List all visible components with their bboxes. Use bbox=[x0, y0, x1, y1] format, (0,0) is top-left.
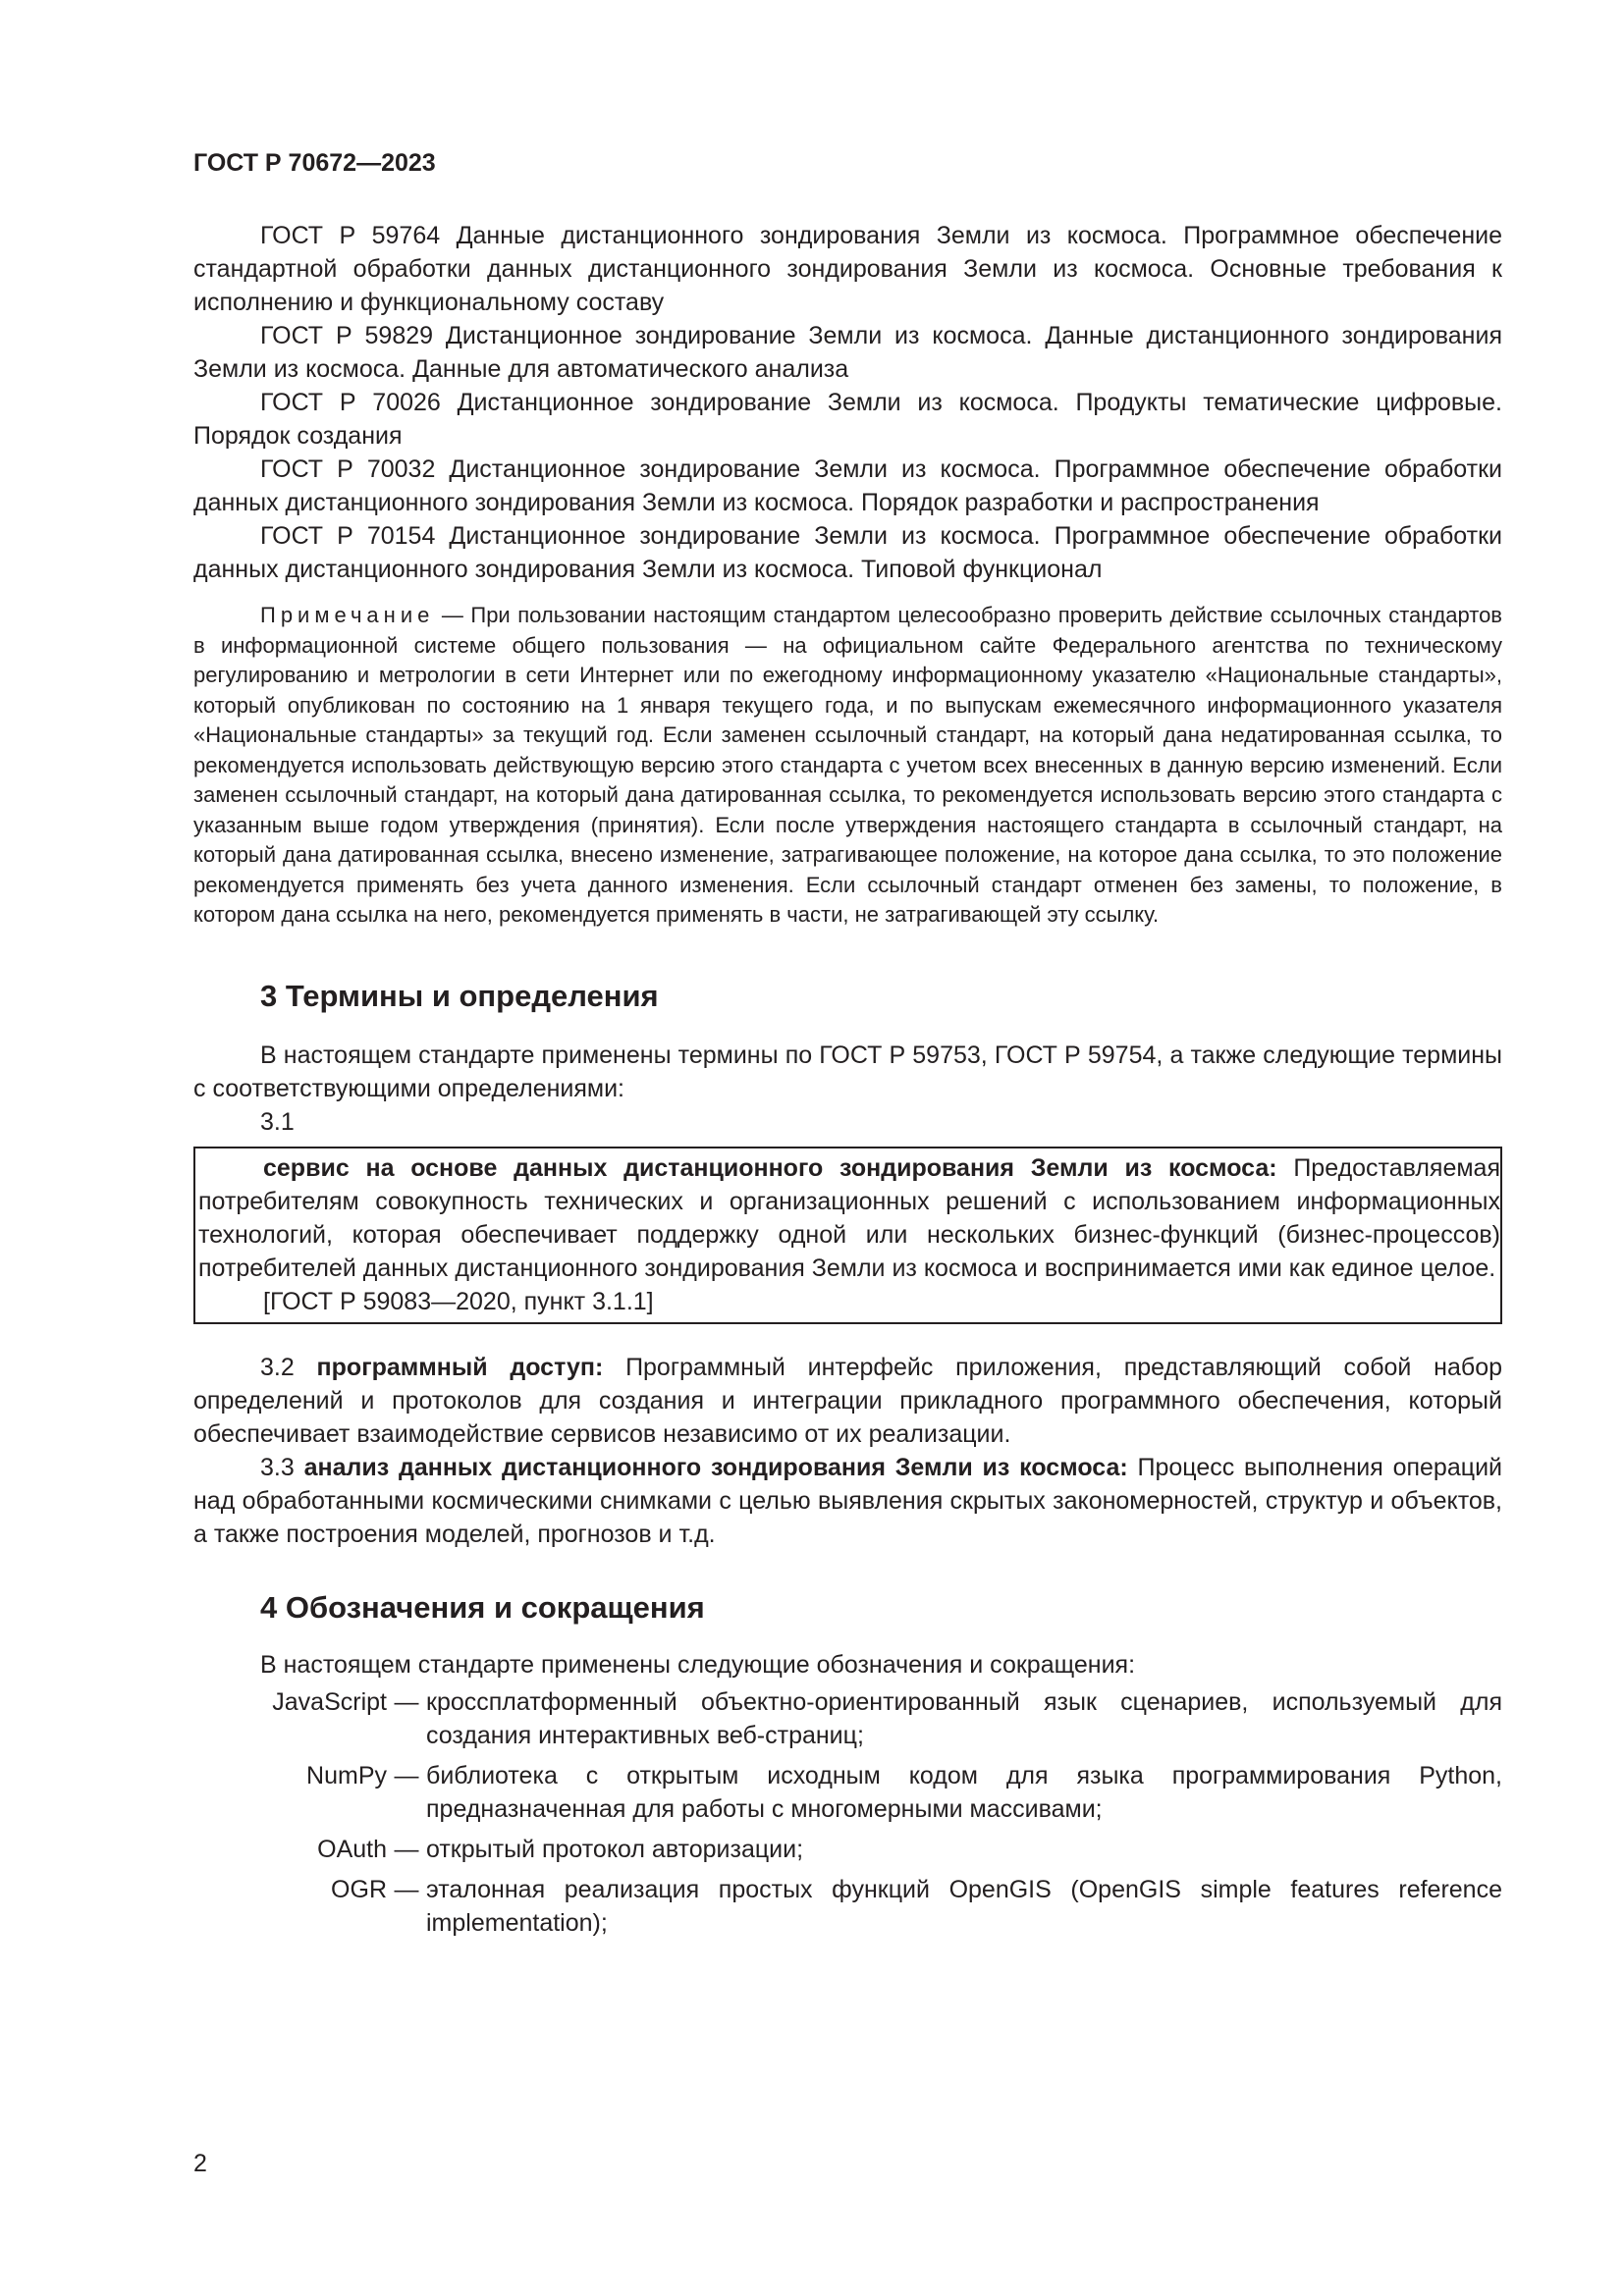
reference-item: ГОСТ Р 59764 Данные дистанционного зондирования Земли из космоса. Программное обеспечение стандартной обработки данных дистанционного зондирования Земли из космоса. Основные требования к исполнению и функциональному составу bbox=[193, 222, 1502, 316]
term-3-1-term: сервис на основе данных дистанционного зондирования Земли из космоса: bbox=[263, 1153, 1277, 1182]
abbreviation-definition: открытый протокол авторизации; bbox=[426, 1835, 804, 1863]
abbreviation-item bbox=[193, 1685, 1502, 1752]
term-3-3-definition: Процесс выполнения операций над обработанными космическими снимками с целью выявления скрытых закономерностей, структур и объектов, а также построения моделей, прогнозов и т.д. bbox=[193, 1453, 1502, 1548]
section-3-intro: В настоящем стандарте применены термины по ГОСТ Р 59753, ГОСТ Р 59754, а также следующие термины с соответствующими определениями: bbox=[193, 1041, 1502, 1102]
reference-item: ГОСТ Р 70032 Дистанционное зондирование Земли из космоса. Программное обеспечение обработки данных дистанционного зондирования Земли из космоса. Порядок разработки и распространения bbox=[193, 455, 1502, 516]
abbreviation-definition: библиотека с открытым исходным кодом для языка программирования Python, предназначенная для работы с многомерными массивами; bbox=[426, 1761, 1502, 1823]
references-list bbox=[193, 219, 1502, 586]
note-paragraph bbox=[193, 601, 1502, 931]
term-3-3-paragraph bbox=[193, 1451, 1502, 1551]
page-number: 2 bbox=[193, 2150, 207, 2177]
abbreviation-item bbox=[193, 1873, 1502, 1940]
abbreviation-definition: эталонная реализация простых функций OpenGIS (OpenGIS simple features reference implementation); bbox=[426, 1875, 1502, 1937]
reference-item: ГОСТ Р 59829 Дистанционное зондирование Земли из космоса. Данные дистанционного зондирования Земли из космоса. Данные для автоматического анализа bbox=[193, 322, 1502, 383]
term-3-1-box bbox=[193, 1147, 1502, 1324]
term-3-1-definition: Предоставляемая потребителям совокупность технических и организационных решений с использованием информационных технологий, которая обеспечивает поддержку одной или нескольких бизнес-функций (бизнес-процессов) потребителей данных дистанционного зондирования Земли из космоса и воспринимается ими как единое целое. bbox=[198, 1153, 1500, 1282]
term-3-2-paragraph bbox=[193, 1351, 1502, 1451]
term-3-3-number: 3.3 bbox=[260, 1453, 304, 1481]
page-header: ГОСТ Р 70672—2023 bbox=[193, 149, 436, 177]
reference-item: ГОСТ Р 70154 Дистанционное зондирование Земли из космоса. Программное обеспечение обработки данных дистанционного зондирования Земли из космоса. Типовой функционал bbox=[193, 522, 1502, 583]
note-label: Примечание bbox=[260, 603, 435, 627]
abbreviation-dash: — bbox=[394, 1875, 419, 1903]
term-3-2-term: программный доступ: bbox=[316, 1353, 604, 1381]
abbreviation-dash: — bbox=[394, 1761, 419, 1789]
abbreviations-list bbox=[193, 1685, 1502, 1940]
abbreviation-term: OGR bbox=[331, 1875, 387, 1903]
term-3-3-term: анализ данных дистанционного зондирования Земли из космоса: bbox=[303, 1453, 1128, 1481]
note-text: — При пользовании настоящим стандартом целесообразно проверить действие ссылочных стандартов в информационной системе общего пользования — на официальном сайте Федерального агентства по техническому регулированию и метрологии в сети Интернет или по ежегодному информационному указателю «Национальные стандарты», который опубликован по состоянию на 1 января текущего года, и по выпускам ежемесячного информационного указателя «Национальные стандарты» за текущий год. Если заменен ссылочный стандарт, на который дана недатированная ссылка, то рекомендуется использовать действующую версию этого стандарта с учетом всех внесенных в данную версию изменений. Если заменен ссылочный стандарт, на который дана датированная ссылка, то рекомендуется использовать версию этого стандарта с указанным выше годом утверждения (принятия). Если после утверждения настоящего стандарта в ссылочный стандарт, на который дана датированная ссылка, внесено изменение, затрагивающее положение, на которое дана ссылка, то это положение рекомендуется применять без учета данного изменения. Если ссылочный стандарт отменен без замены, то положение, в котором дана ссылка на него, рекомендуется применять в части, не затрагивающей эту ссылку. bbox=[193, 603, 1502, 927]
abbreviation-item bbox=[193, 1833, 1502, 1866]
term-3-2-definition: Программный интерфейс приложения, представляющий собой набор определений и протоколов для создания и интеграции прикладного программного обеспечения, который обеспечивает взаимодействие сервисов независимо от их реализации. bbox=[193, 1353, 1502, 1448]
section-3-heading: 3 Термины и определения bbox=[260, 978, 659, 1013]
term-3-1-source: [ГОСТ Р 59083—2020, пункт 3.1.1] bbox=[263, 1287, 654, 1315]
abbreviation-definition: кроссплатформенный объектно-ориентированный язык сценариев, используемый для создания интерактивных веб-страниц; bbox=[426, 1687, 1502, 1749]
section-4-heading: 4 Обозначения и сокращения bbox=[260, 1589, 705, 1625]
term-3-1-number: 3.1 bbox=[260, 1107, 295, 1136]
abbreviation-term: JavaScript bbox=[272, 1687, 387, 1716]
abbreviation-item bbox=[193, 1759, 1502, 1826]
reference-item: ГОСТ Р 70026 Дистанционное зондирование Земли из космоса. Продукты тематические цифровые. Порядок создания bbox=[193, 389, 1502, 450]
term-3-1-paragraph bbox=[198, 1151, 1500, 1285]
term-3-2-number: 3.2 bbox=[260, 1353, 317, 1381]
abbreviation-term: NumPy bbox=[306, 1761, 387, 1789]
section-4-intro: В настоящем стандарте применены следующие обозначения и сокращения: bbox=[260, 1650, 1136, 1679]
abbreviation-dash: — bbox=[394, 1835, 419, 1863]
abbreviation-term: OAuth bbox=[317, 1835, 387, 1863]
abbreviation-dash: — bbox=[394, 1687, 419, 1716]
page-content bbox=[193, 219, 1502, 1947]
